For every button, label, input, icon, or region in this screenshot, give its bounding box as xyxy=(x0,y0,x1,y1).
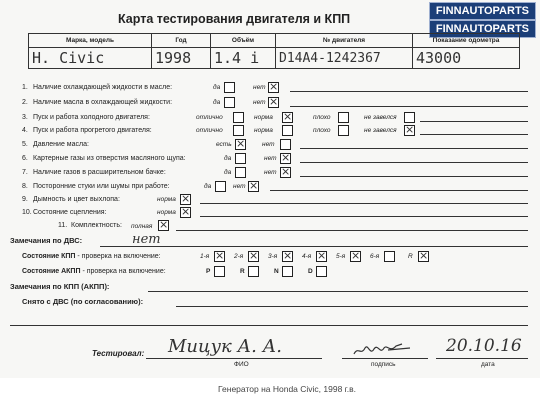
note-line xyxy=(300,162,528,163)
auto-gear-label: R xyxy=(240,268,245,275)
option-label: да xyxy=(213,99,221,106)
checkbox[interactable] xyxy=(233,125,244,136)
item-number: 1. xyxy=(22,84,28,91)
item-label: Посторонние стуки или шумы при работе: xyxy=(33,183,170,190)
note-line xyxy=(176,306,528,307)
checkbox-checked[interactable] xyxy=(248,181,259,192)
note-line xyxy=(176,230,528,231)
signature-caption: подпись xyxy=(371,361,396,368)
item-label: Пуск и работа холодного двигателя: xyxy=(33,114,150,121)
header-col-year: Год xyxy=(152,34,211,48)
handwritten-signature xyxy=(352,340,418,358)
checkbox[interactable] xyxy=(280,139,291,150)
item-label: Наличие газов в расширительном бачке: xyxy=(33,169,166,176)
watermark-logo: FINNAUTOPARTS xyxy=(429,2,536,20)
option-label: нет xyxy=(264,169,277,176)
akpp-desc: - проверка на включение: xyxy=(80,268,166,275)
watermark-logo: FINNAUTOPARTS xyxy=(429,20,536,38)
checkbox[interactable] xyxy=(235,153,246,164)
gear-checkbox-checked[interactable] xyxy=(418,251,429,262)
handwritten-date: 20.10.16 xyxy=(446,336,522,356)
option-label: норма xyxy=(157,209,176,216)
checkbox-checked[interactable] xyxy=(404,125,415,136)
option-label: есть xyxy=(216,141,232,148)
option-label: да xyxy=(213,84,221,91)
item-number: 6. xyxy=(22,155,28,162)
auto-gear-checkbox[interactable] xyxy=(214,266,225,277)
check-mark-icon: ⨯ xyxy=(269,95,279,108)
gear-checkbox-checked[interactable] xyxy=(316,251,327,262)
vehicle-header-table xyxy=(28,33,520,69)
option-label: нет xyxy=(262,141,275,148)
checkbox[interactable] xyxy=(282,125,293,136)
check-mark-icon: ⨯ xyxy=(317,249,327,262)
note-line xyxy=(200,203,528,204)
value-model: H. Civic xyxy=(29,48,152,69)
check-mark-icon: ⨯ xyxy=(419,249,429,262)
checkbox[interactable] xyxy=(224,97,235,108)
check-mark-icon: ⨯ xyxy=(159,218,169,231)
item-number: 4. xyxy=(22,127,28,134)
note-line xyxy=(420,134,528,135)
note-line xyxy=(200,216,528,217)
check-mark-icon: ⨯ xyxy=(236,137,246,150)
item-label: Давление масла: xyxy=(33,141,89,148)
checkbox-checked[interactable] xyxy=(180,207,191,218)
akpp-label: Состояние АКПП xyxy=(22,268,81,275)
signature-line xyxy=(342,358,428,359)
checkbox[interactable] xyxy=(338,125,349,136)
check-mark-icon: ⨯ xyxy=(269,80,279,93)
checkbox[interactable] xyxy=(235,167,246,178)
option-label: да xyxy=(224,169,232,176)
gear-checkbox-checked[interactable] xyxy=(282,251,293,262)
note-line xyxy=(270,190,528,191)
item-label: Состояние сцепления: xyxy=(33,209,107,216)
header-labels-row xyxy=(29,34,520,48)
check-mark-icon: ⨯ xyxy=(351,249,361,262)
gear-label: 4-я xyxy=(302,253,312,260)
item-number: 11. xyxy=(58,222,68,229)
auto-gear-label: N xyxy=(274,268,279,275)
header-values-row xyxy=(29,48,520,69)
checkbox-checked[interactable] xyxy=(180,194,191,205)
handwritten-tester-name: Мицук А. А. xyxy=(168,336,282,357)
value-volume: 1.4 i xyxy=(211,48,276,69)
signature-line xyxy=(146,358,322,359)
checkbox-checked[interactable] xyxy=(158,220,169,231)
value-year: 1998 xyxy=(152,48,211,69)
check-mark-icon: ⨯ xyxy=(283,249,293,262)
auto-gear-checkbox[interactable] xyxy=(248,266,259,277)
handwritten-remarks-engine: нет xyxy=(132,232,161,247)
gear-checkbox-checked[interactable] xyxy=(350,251,361,262)
remarks-engine-label: Замечания по ДВС: xyxy=(10,236,83,245)
option-label: плохо xyxy=(313,114,331,121)
gear-label: 2-я xyxy=(234,253,244,260)
note-line xyxy=(300,148,528,149)
checkbox[interactable] xyxy=(404,112,415,123)
item-number: 10. xyxy=(22,209,32,216)
item-number: 8. xyxy=(22,183,28,190)
tested-label: Тестировал: xyxy=(92,349,145,358)
note-line xyxy=(10,325,528,326)
auto-gear-checkbox[interactable] xyxy=(316,266,327,277)
signature-line xyxy=(436,358,528,359)
gear-label: 3-я xyxy=(268,253,278,260)
checkbox-checked[interactable] xyxy=(280,167,291,178)
item-number: 2. xyxy=(22,99,28,106)
check-mark-icon: ⨯ xyxy=(181,205,191,218)
check-mark-icon: ⨯ xyxy=(405,123,415,136)
option-label: отлично xyxy=(196,114,223,121)
option-label: да xyxy=(204,183,212,190)
checkbox-checked[interactable] xyxy=(268,82,279,93)
option-label: нет xyxy=(264,155,277,162)
item-label: Пуск и работа прогретого двигателя: xyxy=(33,127,152,134)
akpp-row-label xyxy=(22,268,166,275)
note-line xyxy=(420,121,528,122)
item-label: Наличие масла в охлаждающей жидкости: xyxy=(33,99,173,106)
gear-checkbox-checked[interactable] xyxy=(214,251,225,262)
checkbox[interactable] xyxy=(233,112,244,123)
gear-label: 1-я xyxy=(200,253,210,260)
check-mark-icon: ⨯ xyxy=(281,165,291,178)
item-number: 9. xyxy=(22,196,28,203)
kpp-label: Состояние КПП xyxy=(22,253,76,260)
option-label: нет xyxy=(253,84,266,91)
header-col-odometer: Показание одометра xyxy=(413,34,520,48)
option-label: нет xyxy=(233,183,246,190)
value-engine-no: D14A4-1242367 xyxy=(276,48,413,69)
gear-label: R xyxy=(408,253,413,260)
option-label: полная xyxy=(131,223,153,230)
header-col-engine-no: № двигателя xyxy=(276,34,413,48)
option-label: нет xyxy=(253,99,266,106)
auto-gear-checkbox[interactable] xyxy=(282,266,293,277)
gear-label: 6-я xyxy=(370,253,380,260)
option-label: норма xyxy=(254,114,273,121)
kpp-desc: - проверка на включение: xyxy=(75,253,161,260)
checkbox[interactable] xyxy=(338,112,349,123)
gear-checkbox[interactable] xyxy=(384,251,395,262)
check-mark-icon: ⨯ xyxy=(215,249,225,262)
option-label: да xyxy=(224,155,232,162)
checkbox-checked[interactable] xyxy=(235,139,246,150)
checkbox-checked[interactable] xyxy=(280,153,291,164)
item-number: 5. xyxy=(22,141,28,148)
auto-gear-label: P xyxy=(206,268,211,275)
option-label: норма xyxy=(254,127,273,134)
check-mark-icon: ⨯ xyxy=(249,249,259,262)
option-label: отлично xyxy=(196,127,223,134)
checkbox-checked[interactable] xyxy=(268,97,279,108)
check-mark-icon: ⨯ xyxy=(249,179,259,192)
gear-checkbox-checked[interactable] xyxy=(248,251,259,262)
header-col-volume: Объём xyxy=(211,34,276,48)
gear-label: 5-я xyxy=(336,253,346,260)
date-caption: дата xyxy=(481,361,495,368)
option-label: не завелся xyxy=(364,114,397,121)
fio-caption: ФИО xyxy=(234,361,249,368)
removed-label: Снято с ДВС (по согласованию): xyxy=(22,297,144,306)
check-mark-icon: ⨯ xyxy=(181,192,191,205)
item-label: Комплектность: xyxy=(71,222,122,229)
note-line xyxy=(300,176,528,177)
form-title: Карта тестирования двигателя и КПП xyxy=(118,12,351,26)
item-label: Картерные газы из отверстия масляного щупа: xyxy=(33,155,186,162)
item-number: 3. xyxy=(22,114,28,121)
item-number: 7. xyxy=(22,169,28,176)
check-mark-icon: ⨯ xyxy=(281,151,291,164)
checkbox[interactable] xyxy=(224,82,235,93)
checkbox[interactable] xyxy=(215,181,226,192)
check-mark-icon: ⨯ xyxy=(283,110,293,123)
photo-caption: Генератор на Honda Civic, 1998 г.в. xyxy=(218,384,356,394)
option-label: плохо xyxy=(313,127,331,134)
note-line xyxy=(148,291,528,292)
option-label: норма xyxy=(157,196,176,203)
note-line xyxy=(290,106,528,107)
remarks-kpp-label: Замечания по КПП (АКПП): xyxy=(10,282,110,291)
item-label: Наличие охлаждающей жидкости в масле: xyxy=(33,84,173,91)
kpp-row-label xyxy=(22,253,161,260)
checkbox-checked[interactable] xyxy=(282,112,293,123)
item-label: Дымность и цвет выхлопа: xyxy=(33,196,120,203)
value-odometer: 43000 xyxy=(413,48,520,69)
header-col-model: Марка, модель xyxy=(29,34,152,48)
note-line xyxy=(100,246,528,247)
auto-gear-label: D xyxy=(308,268,313,275)
option-label: не завелся xyxy=(364,127,397,134)
note-line xyxy=(290,91,528,92)
